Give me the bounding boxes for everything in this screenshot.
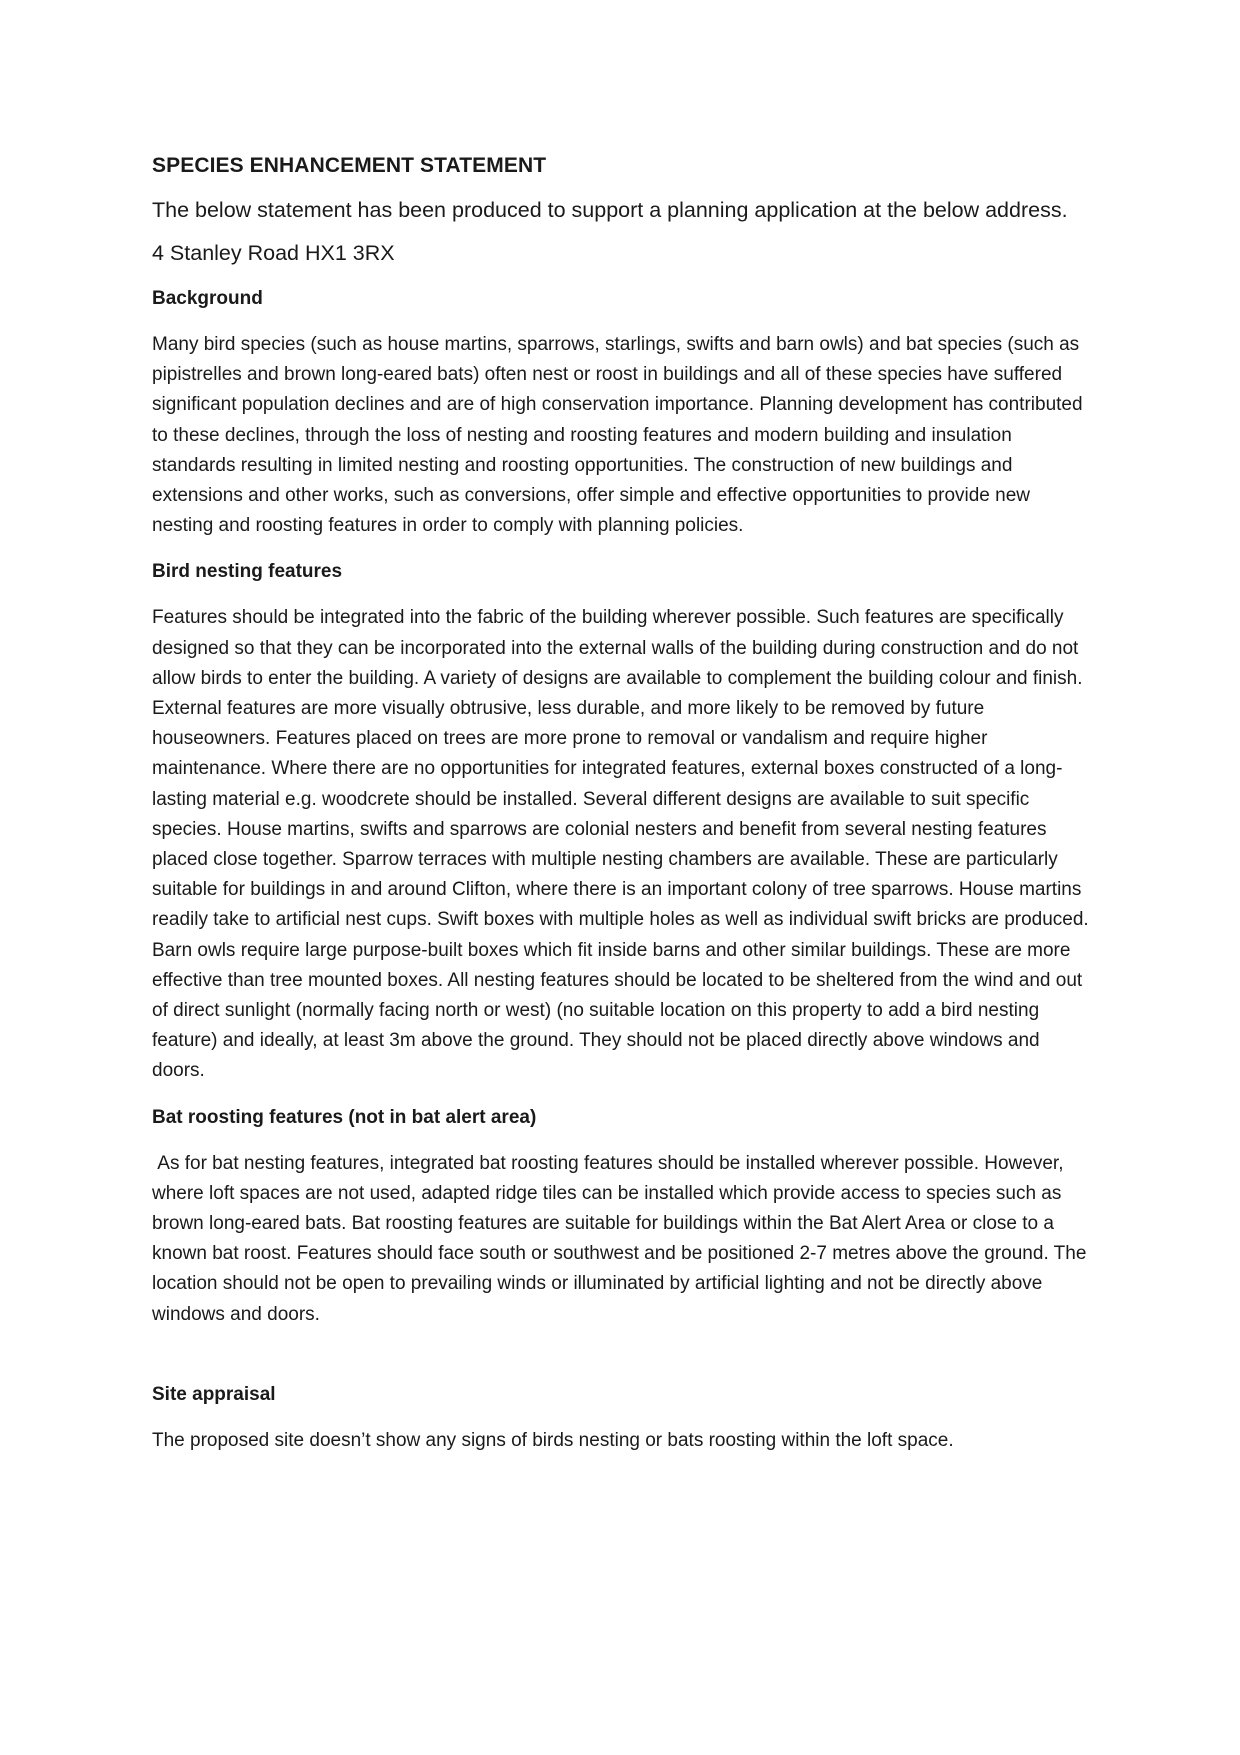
section-heading-background: Background: [152, 288, 263, 309]
section-body-bird-nesting: Features should be integrated into the fabric of the building wherever possible. Such features are specifically designed so that they can be incorporated into the external walls of the building during construction and do not allow birds to enter the building. A variety of designs are available to complement the building colour and finish. External features are more visually obtrusive, less durable, and more likely to be removed by future houseowners. Features placed on trees are more prone to removal or vandalism and require higher maintenance. Where there are no opportunities for integrated features, external boxes constructed of a long-lasting material e.g. woodcrete should be installed. Several different designs are available to suit specific species. House martins, swifts and sparrows are colonial nesters and benefit from several nesting features placed close together. Sparrow terraces with multiple nesting chambers are available. These are particularly suitable for buildings in and around Clifton, where there is an important colony of tree sparrows. House martins readily take to artificial nest cups. Swift boxes with multiple holes as well as individual swift bricks are produced. Barn owls require large purpose-built boxes which fit inside barns and other similar buildings. These are more effective than tree mounted boxes. All nesting features should be located to be sheltered from the wind and out of direct sunlight (normally facing north or west) (no suitable location on this property to add a bird nesting feature) and ideally, at least 3m above the ground. They should not be placed directly above windows and doors.: [152, 607, 1089, 1082]
section-body-site-appraisal: The proposed site doesn’t show any signs of birds nesting or bats roosting within the loft space.: [152, 1429, 954, 1451]
intro-paragraph: The below statement has been produced to support a planning application at the below address.: [152, 198, 1068, 222]
site-address: 4 Stanley Road HX1 3RX: [152, 241, 395, 265]
section-heading-bird-nesting: Bird nesting features: [152, 561, 343, 583]
document-title: SPECIES ENHANCEMENT STATEMENT: [152, 154, 547, 177]
section-spacer: [152, 1346, 1092, 1380]
section-body-background: Many bird species (such as house martins, sparrows, starlings, swifts and barn owls) and bat species (such as pipistrelles and brown long-eared bats) often nest or roost in buildings and all of these species have suffered significant population declines and are of high conservation importance. Planning development has contributed to these declines, through the loss of nesting and roosting features and modern building and insulation standards resulting in limited nesting and roosting opportunities. The construction of new buildings and extensions and other works, such as conversions, offer simple and effective opportunities to provide new nesting and roosting features in order to comply with planning policies.: [152, 334, 1083, 537]
section-heading-bat-roosting: Bat roosting features (not in bat alert area): [152, 1106, 537, 1128]
document-content: [152, 150, 1092, 1472]
section-body-bat-roosting: As for bat nesting features, integrated bat roosting features should be installed wherever possible. However, where loft spaces are not used, adapted ridge tiles can be installed which provide access to species such as brown long-eared bats. Bat roosting features are suitable for buildings within the Bat Alert Area or close to a known bat roost. Features should face south or southwest and be positioned 2-7 metres above the ground. The location should not be open to prevailing winds or illuminated by artificial lighting and not be directly above windows and doors.: [152, 1152, 1092, 1325]
section-heading-site-appraisal: Site appraisal: [152, 1383, 276, 1405]
